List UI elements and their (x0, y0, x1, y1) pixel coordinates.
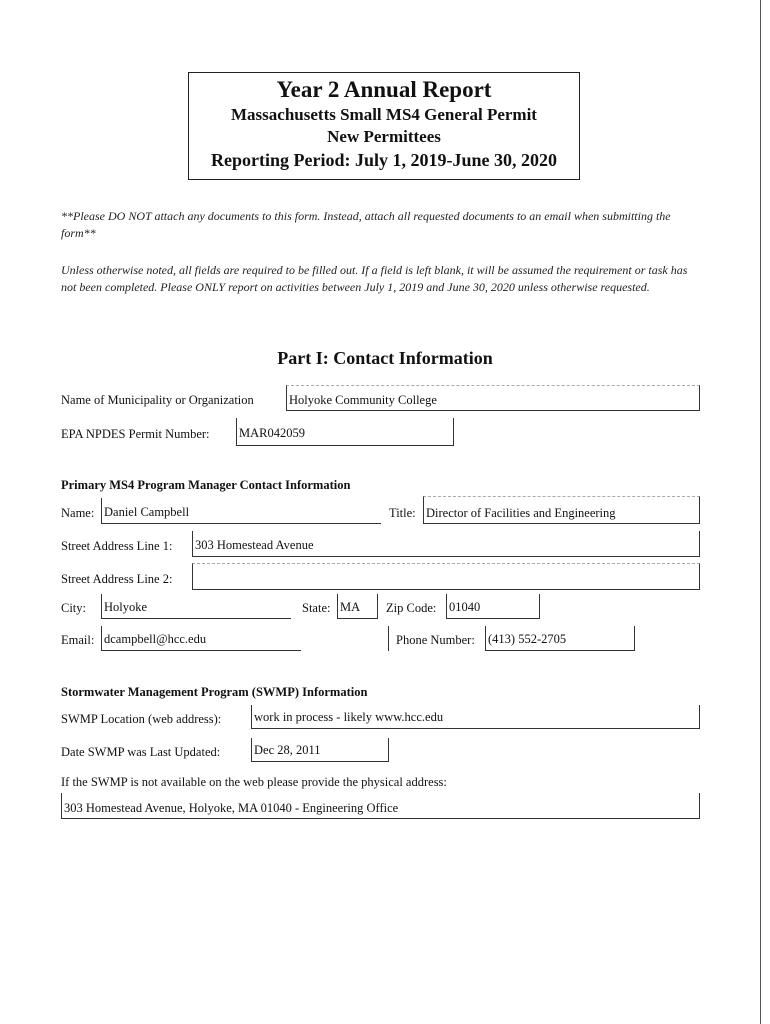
physical-address-field[interactable] (61, 793, 700, 819)
swmp-updated-value: Dec 28, 2011 (254, 743, 321, 757)
swmp-section-heading: Stormwater Management Program (SWMP) Information (61, 685, 368, 699)
state-label: State: (302, 601, 331, 615)
report-subtitle-permittees: New Permittees (327, 127, 441, 146)
email-value: dcampbell@hcc.edu (104, 632, 207, 646)
title-value: Director of Facilities and Engineering (426, 506, 616, 520)
state-value: MA (340, 600, 361, 614)
city-value: Holyoke (104, 600, 148, 614)
attachment-note: **Please DO NOT attach any documents to this form. Instead, attach all requested documents to an email when submitting the form** (61, 209, 671, 240)
phone-label: Phone Number: (396, 633, 475, 647)
permit-number-value: MAR042059 (239, 426, 305, 440)
municipality-label: Name of Municipality or Organization (61, 393, 254, 407)
physical-address-prompt: If the SWMP is not available on the web please provide the physical address: (61, 775, 447, 789)
zip-field[interactable] (446, 594, 540, 619)
physical-address-value: 303 Homestead Avenue, Holyoke, MA 01040 - Engineering Office (64, 801, 399, 815)
report-title-box (188, 72, 580, 180)
part1-heading: Part I: Contact Information (277, 348, 493, 368)
permit-number-label: EPA NPDES Permit Number: (61, 427, 210, 441)
city-label: City: (61, 601, 87, 615)
swmp-location-field[interactable] (251, 705, 700, 729)
instructions-note: Unless otherwise noted, all fields are required to be filled out. If a field is left blank, it will be assumed the requirement or task has not been completed. Please ONLY report on activities between July 1, 2019 and June 30, 2020 unless otherwise requested. (61, 263, 688, 294)
swmp-updated-field[interactable] (251, 738, 389, 762)
municipality-field[interactable] (286, 385, 700, 411)
title-field[interactable] (423, 496, 700, 524)
email-label: Email: (61, 633, 95, 647)
street1-label: Street Address Line 1: (61, 539, 173, 553)
street1-value: 303 Homestead Avenue (195, 538, 314, 552)
report-title: Year 2 Annual Report (276, 77, 492, 102)
name-value: Daniel Campbell (104, 505, 190, 519)
report-subtitle-permit: Massachusetts Small MS4 General Permit (231, 105, 537, 124)
email-field[interactable] (101, 626, 301, 651)
state-field[interactable] (337, 594, 378, 619)
street1-field[interactable] (192, 531, 700, 557)
street2-label: Street Address Line 2: (61, 572, 173, 586)
permit-number-field[interactable] (236, 418, 454, 446)
zip-value: 01040 (449, 600, 481, 614)
manager-section-heading: Primary MS4 Program Manager Contact Information (61, 478, 351, 492)
phone-divider (388, 626, 392, 651)
street2-field[interactable] (192, 563, 700, 590)
swmp-location-value: work in process - likely www.hcc.edu (254, 710, 444, 724)
swmp-updated-label: Date SWMP was Last Updated: (61, 745, 221, 759)
title-label: Title: (389, 506, 416, 520)
municipality-value: Holyoke Community College (289, 393, 437, 407)
phone-field[interactable] (485, 626, 635, 651)
zip-label: Zip Code: (386, 601, 437, 615)
page-edge-line (760, 0, 761, 1024)
phone-value: (413) 552-2705 (488, 632, 567, 646)
name-field[interactable] (101, 498, 381, 524)
reporting-period: Reporting Period: July 1, 2019-June 30, 2020 (211, 150, 557, 170)
name-label: Name: (61, 506, 95, 520)
swmp-location-label: SWMP Location (web address): (61, 712, 222, 726)
city-field[interactable] (101, 594, 291, 619)
